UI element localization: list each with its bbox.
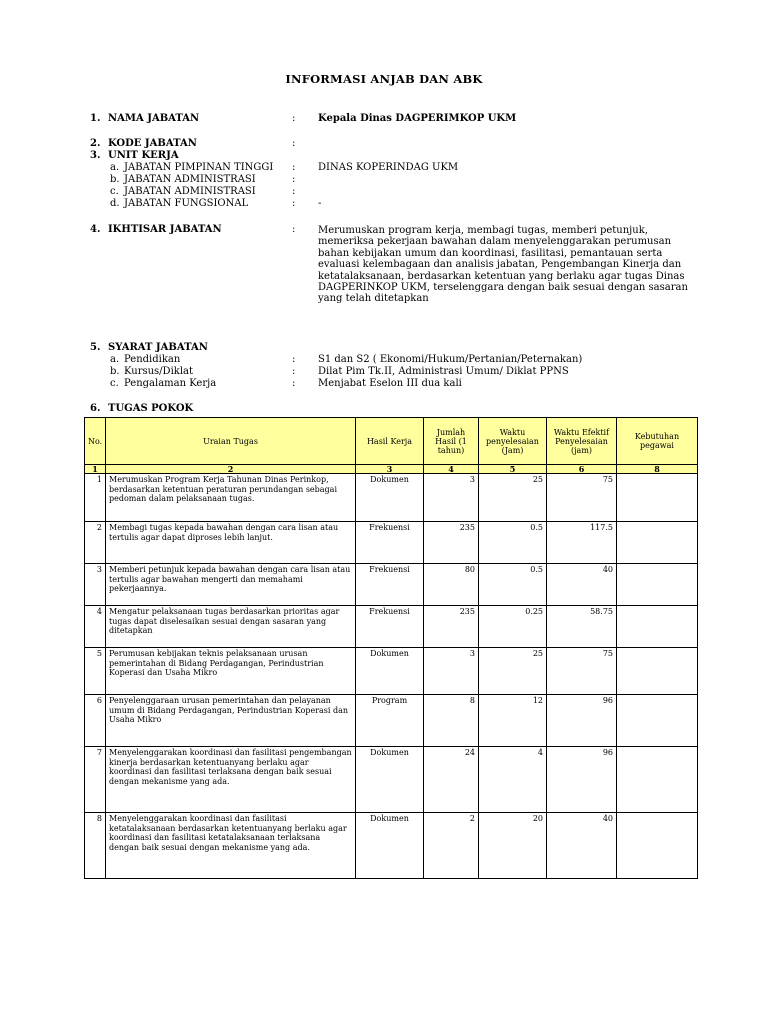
item-letter: b. [110,366,120,377]
field-colon: : [292,162,296,173]
cell-efektif: 40 [547,564,617,606]
cell-efektif: 75 [547,474,617,522]
item-label: JABATAN FUNGSIONAL [124,198,249,209]
cell-no: 1 [85,474,106,522]
cell-efektif: 58.75 [547,606,617,648]
field-colon: : [292,378,296,389]
cell-kebutuhan [617,606,698,648]
item-value: DINAS KOPERINDAG UKM [318,162,459,173]
item-letter: a. [110,354,120,365]
cell-kebutuhan [617,695,698,747]
cell-no: 4 [85,606,106,648]
cell-uraian: Penyelenggaraan urusan pemerintahan dan pelayanan umum di Bidang Perdagangan, Perindustrian Koperasi dan Usaha Mikro [106,695,356,747]
field-colon: : [292,113,296,124]
table-row [85,695,698,747]
cell-hasil: Frekuensi [356,564,424,606]
cell-kebutuhan [617,813,698,879]
field-colon: : [292,138,296,149]
item-letter: d. [110,198,120,209]
cell-jumlah: 8 [424,695,479,747]
cell-no: 8 [85,813,106,879]
cell-waktu: 0.25 [479,606,547,648]
index-cell: 1 [85,465,106,474]
item-value: Menjabat Eselon III dua kali [318,378,462,389]
item-label: JABATAN PIMPINAN TINGGI [124,162,274,173]
field-label: UNIT KERJA [108,150,179,161]
cell-waktu: 12 [479,695,547,747]
item-value: - [318,198,322,209]
cell-waktu: 4 [479,747,547,813]
cell-kebutuhan [617,564,698,606]
cell-hasil: Dokumen [356,813,424,879]
cell-hasil: Dokumen [356,648,424,695]
item-letter: b. [110,174,120,185]
header-uraian-tugas: Uraian Tugas [106,418,356,465]
field-number: 6. [90,403,101,414]
field-label: NAMA JABATAN [108,113,200,124]
tugas-pokok-table [84,417,698,879]
field-number: 3. [90,150,101,161]
cell-no: 7 [85,747,106,813]
cell-hasil: Program [356,695,424,747]
field-colon: : [292,198,296,209]
cell-waktu: 20 [479,813,547,879]
field-colon: : [292,186,296,197]
table-row [85,474,698,522]
cell-no: 3 [85,564,106,606]
field-colon: : [292,224,296,235]
cell-uraian: Menyelenggarakan koordinasi dan fasilitasi ketatalaksanaan berdasarkan ketentuanyang berlaku agar koordinasi dan fasilitasi ketatalaksanaan terlaksana dengan baik sesuai dengan mekanisme yang ada. [106,813,356,879]
table-header-row [85,418,698,465]
cell-waktu: 25 [479,474,547,522]
field-number: 2. [90,138,101,149]
table-row [85,747,698,813]
cell-efektif: 96 [547,747,617,813]
index-cell: 3 [356,465,424,474]
cell-efektif: 117.5 [547,522,617,564]
field-colon: : [292,174,296,185]
cell-efektif: 40 [547,813,617,879]
index-cell: 8 [617,465,698,474]
cell-efektif: 96 [547,695,617,747]
cell-kebutuhan [617,747,698,813]
table-row [85,564,698,606]
cell-jumlah: 3 [424,648,479,695]
header-kebutuhan-pegawai: Kebutuhan pegawai [617,418,698,465]
cell-no: 5 [85,648,106,695]
cell-jumlah: 3 [424,474,479,522]
table-row [85,606,698,648]
header-no: No. [85,418,106,465]
index-cell: 6 [547,465,617,474]
field-colon: : [292,366,296,377]
cell-jumlah: 24 [424,747,479,813]
index-cell: 4 [424,465,479,474]
field-number: 5. [90,342,101,353]
cell-jumlah: 2 [424,813,479,879]
header-hasil-kerja: Hasil Kerja [356,418,424,465]
item-letter: c. [110,378,119,389]
document-title: INFORMASI ANJAB DAN ABK [285,72,483,86]
header-waktu-penyelesaian: Waktu penyelesaian (Jam) [479,418,547,465]
item-letter: c. [110,186,119,197]
item-label: Pendidikan [124,354,181,365]
table-index-row [85,465,698,474]
index-cell: 5 [479,465,547,474]
field-number: 4. [90,224,101,235]
table-row [85,522,698,564]
cell-waktu: 0.5 [479,564,547,606]
field-value: Kepala Dinas DAGPERIMKOP UKM [318,113,517,124]
table-row [85,648,698,695]
cell-uraian: Menyelenggarakan koordinasi dan fasilitasi pengembangan kinerja berdasarkan ketentuanyang berlaku agar koordinasi dan fasilitasi terlaksana dengan baik sesuai dengan mekanisme yang ada. [106,747,356,813]
item-letter: a. [110,162,120,173]
cell-hasil: Frekuensi [356,522,424,564]
field-label: KODE JABATAN [108,138,197,149]
field-colon: : [292,354,296,365]
cell-jumlah: 235 [424,606,479,648]
cell-efektif: 75 [547,648,617,695]
item-value: Dilat Pim Tk.II, Administrasi Umum/ Diklat PPNS [318,366,569,377]
table-row [85,813,698,879]
field-label: TUGAS POKOK [108,403,194,414]
cell-uraian: Mengatur pelaksanaan tugas berdasarkan prioritas agar tugas dapat diselesaikan sesuai dengan sasaran yang ditetapkan [106,606,356,648]
header-waktu-efektif: Waktu Efektif Penyelesaian (jam) [547,418,617,465]
index-cell: 2 [106,465,356,474]
field-label: SYARAT JABATAN [108,342,208,353]
header-jumlah-hasil: Jumlah Hasil (1 tahun) [424,418,479,465]
field-label: IKHTISAR JABATAN [108,224,222,235]
cell-hasil: Frekuensi [356,606,424,648]
cell-jumlah: 80 [424,564,479,606]
item-label: Pengalaman Kerja [124,378,217,389]
item-label: JABATAN ADMINISTRASI [124,174,256,185]
item-value: S1 dan S2 ( Ekonomi/Hukum/Pertanian/Peternakan) [318,354,583,365]
cell-no: 2 [85,522,106,564]
cell-jumlah: 235 [424,522,479,564]
item-label: JABATAN ADMINISTRASI [124,186,256,197]
cell-hasil: Dokumen [356,747,424,813]
cell-kebutuhan [617,474,698,522]
field-number: 1. [90,113,101,124]
cell-kebutuhan [617,522,698,564]
cell-uraian: Perumusan kebijakan teknis pelaksanaan urusan pemerintahan di Bidang Perdagangan, Perindustrian Koperasi dan Usaha Mikro [106,648,356,695]
cell-waktu: 0.5 [479,522,547,564]
cell-uraian: Membagi tugas kepada bawahan dengan cara lisan atau tertulis agar dapat diproses lebih lanjut. [106,522,356,564]
ikhtisar-text: Merumuskan program kerja, membagi tugas, memberi petunjuk, memeriksa pekerjaan bawahan dalam menyelenggarakan perumusan bahan kebijakan umum dan koordinasi, fasilitasi, pemantauan serta evaluasi kelembagaan dan analisis jabatan, Pengembangan Kinerja dan ketatalaksanaan, berdasarkan ketentuan yang berlaku agar tugas Dinas DAGPERINKOP UKM, terselenggara dengan baik sesuai dengan sasaran yang telah ditetapkan [318,225,688,305]
cell-uraian: Merumuskan Program Kerja Tahunan Dinas Perinkop, berdasarkan ketentuan peraturan perundangan sebagai pedoman dalam pelaksanaan tugas. [106,474,356,522]
cell-waktu: 25 [479,648,547,695]
cell-hasil: Dokumen [356,474,424,522]
item-label: Kursus/Diklat [124,366,193,377]
cell-kebutuhan [617,648,698,695]
cell-no: 6 [85,695,106,747]
cell-uraian: Memberi petunjuk kepada bawahan dengan cara lisan atau tertulis agar bawahan mengerti dan memahami pekerjaannya. [106,564,356,606]
